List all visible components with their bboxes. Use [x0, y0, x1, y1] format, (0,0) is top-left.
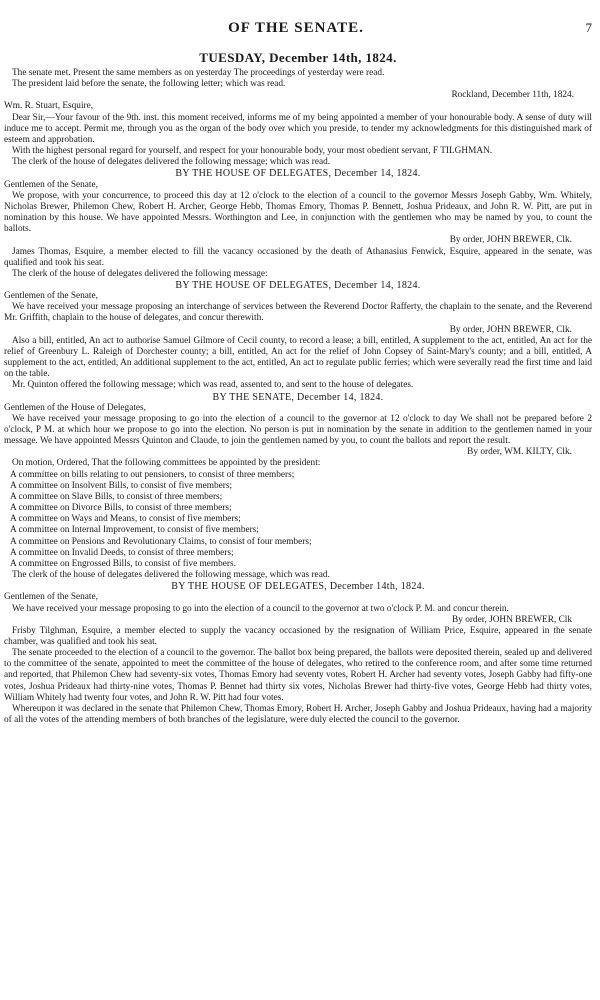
committee-list: [4, 470, 592, 570]
paragraph: The president laid before the senate, the following letter; which was read.: [12, 79, 286, 90]
message-heading: BY THE HOUSE OF DELEGATES, December 14, 1824.: [175, 168, 421, 180]
list-item: A committee on Divorce Bills, to consist of three members;: [10, 503, 232, 514]
letter-dateline: Rockland, December 11th, 1824.: [451, 90, 574, 101]
clerk-signature: By order, JOHN BREWER, Clk.: [449, 324, 572, 335]
message-heading: BY THE HOUSE OF DELEGATES, December 14th, 1824.: [171, 581, 425, 593]
list-item: A committee on Ways and Means, to consist of five members;: [10, 514, 241, 525]
list-item: A committee on Slave Bills, to consist of three members;: [10, 491, 223, 502]
paragraph: James Thomas, Esquire, a member elected to fill the vacancy occasioned by the death of Athanasius Fenwick, Esquire, appeared in the senate, was qualified and took his seat.: [4, 246, 592, 268]
clerk-signature: By order, JOHN BREWER, Clk.: [449, 235, 572, 246]
salutation: Gentlemen of the Senate,: [4, 291, 98, 302]
list-item: A committee on Pensions and Revolutionary Claims, to consist of four members;: [10, 536, 312, 547]
running-title: OF THE SENATE.: [228, 20, 364, 36]
clerk-signature: By order, JOHN BREWER, Clk: [452, 614, 572, 625]
letter-addressee: Wm. R. Stuart, Esquire,: [4, 101, 94, 112]
paragraph: Whereupon it was declared in the senate that Philemon Chew, Thomas Emory, Robert H. Archer, Joseph Gabby and Joshua Prideaux, having had a majority of all the votes of the attending members of both branches of the legislature, were duly elected the council to the governor.: [4, 703, 592, 726]
date-heading: TUESDAY, December 14th, 1824.: [199, 50, 397, 65]
message-body: We have received your message proposing an interchange of services between the Reverend Doctor Rafferty, the chaplain to the senate, and the Reverend Mr. Griffith, chaplain to the house of delegates, and concur therewith.: [4, 302, 592, 324]
paragraph: Mr. Quinton offered the following message; which was read, assented to, and sent to the house of delegates.: [12, 380, 414, 391]
list-item: A committee on Invalid Deeds, to consist of three members;: [10, 547, 234, 558]
salutation: Gentlemen of the Senate,: [4, 592, 98, 603]
paragraph: The clerk of the house of delegates delivered the following message; which was read.: [12, 157, 331, 168]
paragraph: The senate met. Present the same members as on yesterday The proceedings of yesterday were read.: [12, 68, 385, 78]
paragraph: The senate proceeded to the election of a council to the governor. The ballot box being prepared, the ballots were deposited therein, sealed up and delivered to the committee of the senate, appointed to meet the committee of the house of delegates, who retired to the conference room, and after some time returned and reported, that Philemon Chew had seventy-six votes, Thomas Emory had seventy votes, Robert H. Archer had seventy votes, Joseph Gabby had fifty-one votes, Joshua Prideaux had thirty-nine votes, Thomas P. Bennet had thirty six votes, Nicholas Brewer had thirty-five votes, George Hebb had thirty votes, William Whitely had twenty four votes, and John R. W. Pitt had four votes.: [4, 648, 592, 703]
paragraph: Also a bill, entitled, An act to authorise Samuel Gilmore of Cecil county, to record a lease; a bill, entitled, A supplement to the act, entitled, An act for the relief of Greenbury L. Raleigh of Dorchester county; a bill, entitled, An act for the relief of John Copsey of Saint-Mary's county; and a bill, entitled, A supplement to the act, entitled, An additional supplement to the act, entitled, An act to regulate public ferries; which were severally read the first time and laid on the table.: [4, 335, 592, 380]
list-item: A committee on bills relating to out pensioners, to consist of three members;: [10, 469, 295, 480]
salutation: Gentlemen of the House of Delegates,: [4, 402, 146, 413]
message-body: We have received your message proposing to go into the election of a council to the governor at 12 o'clock to day We shall not be prepared before 2 o'clock, P M. at which hour we propose to go into the election. No person is put in nomination by the senate in addition to the gentlemen named in your message. We have appointed Messrs Quinton and Claude, to join the gentlemen named by you, to count the ballots and report the result.: [4, 413, 592, 447]
letter-body: Dear Sir,—Your favour of the 9th. inst. this moment received, informs me of my being appointed a member of your honourable body. A sense of duty will induce me to accept. Permit me, through you as the organ of the body over which you preside, to tender my acknowledgments for this distinguished mark of esteem and approbation.: [4, 112, 592, 145]
document-page: [4, 20, 592, 726]
clerk-signature: By order, WM. KILTY, Clk.: [467, 447, 572, 458]
message-body: We have received your message proposing to go into the election of a council to the governor at two o'clock P. M. and concur therein.: [12, 603, 509, 614]
list-item: A committee on Insolvent Bills, to consist of five members;: [10, 480, 233, 491]
paragraph: The clerk of the house of delegates delivered the following message:: [12, 268, 268, 279]
message-heading: BY THE SENATE, December 14, 1824.: [212, 391, 384, 403]
running-header: [4, 20, 592, 46]
paragraph: Frisby Tilghman, Esquire, a member elected to supply the vacancy occasioned by the resignation of William Price, Esquire, appeared in the senate chamber, was qualified and took his seat.: [4, 625, 592, 647]
page-number: 7: [585, 20, 592, 35]
paragraph: The clerk of the house of delegates delivered the following message, which was read.: [12, 570, 330, 581]
list-item: A committee on Internal Improvement, to consist of five members;: [10, 525, 259, 536]
message-body: We propose, with your concurrence, to proceed this day at 12 o'clock to the election of a council to the governor Messrs Joseph Gabby, Wm. Whitely, Nicholas Brewer, Philemon Chew, Robert H. Archer, George Hebb, Thomas Emory, Thomas P. Bennett, Joshua Prideaux, and John R. W. Pitt, are put in nomination by this house. We have appointed Messrs. Worthington and Lee, in conjunction with the gentlemen who may be named by you, to count the ballots.: [4, 190, 592, 235]
letter-closing: With the highest personal regard for yourself, and respect for your honourable body, your most obedient servant, F TILGHMAN.: [12, 146, 493, 157]
journal-body: [4, 68, 592, 726]
paragraph: On motion, Ordered, That the following committees be appointed by the president:: [12, 458, 321, 469]
list-item: A committee on Engrossed Bills, to consist of five members.: [10, 558, 236, 569]
message-heading: BY THE HOUSE OF DELEGATES, December 14, 1824.: [175, 279, 421, 291]
salutation: Gentlemen of the Senate,: [4, 179, 98, 190]
